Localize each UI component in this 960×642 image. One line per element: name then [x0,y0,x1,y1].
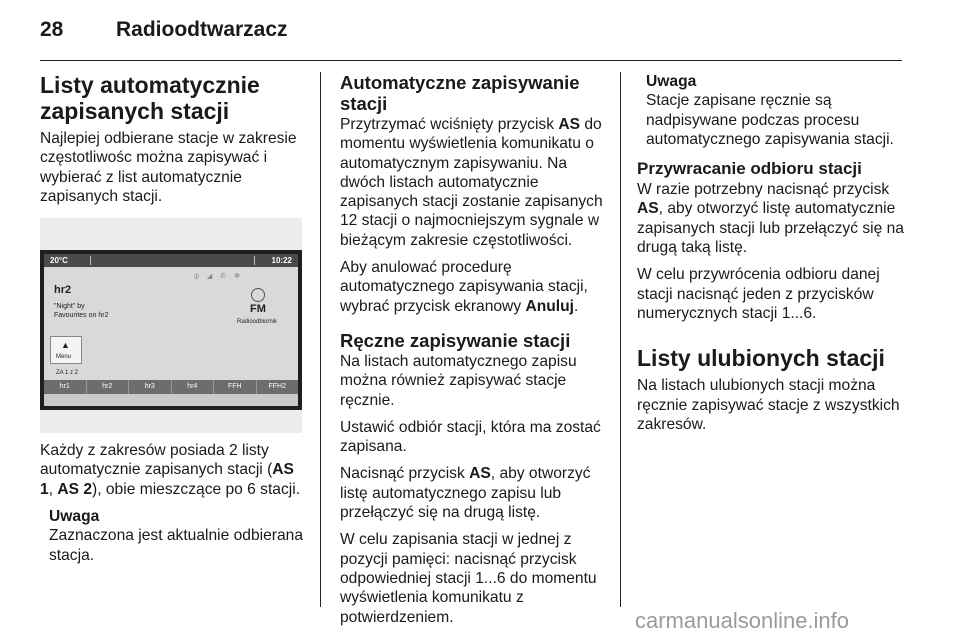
note-body: Zaznaczona jest aktualnie odbierana stacja. [49,527,303,564]
text: ), obie mieszczące po 6 stacji. [92,480,301,498]
key-as2: AS 2 [57,480,93,498]
divider [254,256,255,265]
paragraph: Na listach automatycznego zapisu można również zapisywać stacje ręcznie. [340,352,577,409]
menu-icon: ▲ [61,340,70,351]
note-title: Uwaga [646,73,697,90]
radio-screen-figure [40,218,302,433]
watermark: carmanualsonline.info [635,608,850,633]
text: Każdy z zakresów posiada 2 listy automatycznie zapisanych stacji ( [40,442,273,479]
page-header [40,18,920,48]
screen-bezel [40,250,302,410]
key-as1: AS 1 [40,461,294,498]
screen-top-bar [44,254,298,267]
preset-button-1: hr1 [59,383,70,391]
paragraph [340,464,605,522]
preset-button-3: hr3 [128,380,171,394]
text: Przytrzymać wciśnięty przycisk [340,116,559,133]
text: , [48,480,58,498]
paragraph: Najlepiej odbierane stacje w zakresie częstotliwośc można zapisywać i wybierać z list automatycznie zapisanych stacji. [40,130,297,205]
spacer [637,331,907,345]
column-divider-2 [620,72,621,607]
clock: 10:22 [271,256,292,266]
section-heading-favourites: Listy ulubionych stacji [637,345,885,372]
paragraph [40,441,310,499]
column-divider-1 [320,72,321,607]
key-as: AS [637,200,659,218]
station-name: hr2 [54,284,72,297]
paragraph: W celu zapisania stacji w jednej z pozycji pamięci: nacisnąć przycisk odpowiedniej stacji 1...6 do momentu wyświetlenia komunikatu z potwierdzeniem. [340,531,597,626]
autostore-list-label: ZA 1 z 2 [56,370,79,377]
text: do momentu wyświetlenia komunikatu o automatycznym zapisywaniu. Na dwóch listach automatycznie zapisanych stacji zostanie zapisanych 12 stacji o najmocniejszym sygnale w bieżącym zakresie częstotliwości. [340,116,603,249]
text: , aby otworzyć listę automatycznego zapisu lub przełączyć się na drugą listę. [340,465,591,522]
status-icons: ψ ◢ ✆ ✻ [194,273,243,281]
heading-manual-store: Ręczne zapisywanie stacji [340,329,571,351]
note [40,507,310,565]
preset-button-4: hr4 [171,380,214,394]
heading-auto-store: Automatyczne zapisywanie stacji [340,72,580,114]
station-info-line-1: "Night" by [54,303,85,311]
paragraph: Na listach ulubionych stacji można ręcznie zapisywać stacje z wszystkich zakresów. [637,377,900,433]
screen-bottom-strip [44,394,298,406]
preset-button-6: FFH2 [256,380,299,394]
key-anuluj: Anuluj [525,297,574,315]
menu-button [50,336,82,364]
text: Aby anulować procedurę automatycznego zapisywania stacji, wybrać przycisk ekranowy [340,259,588,315]
running-title: Radioodtwarzacz [116,18,288,41]
paragraph: Ustawić odbiór stacji, która ma zostać zapisana. [340,418,601,456]
menu-label: Menu [56,354,72,361]
paragraph [340,258,605,316]
text: W razie potrzebny nacisnąć przycisk [637,181,890,199]
preset-button-2: hr2 [86,380,129,394]
band-sublabel: Radioodbiornik [237,319,278,326]
column-3 [637,72,907,442]
header-rule [40,60,902,61]
page-number: 28 [40,18,64,41]
column-2 [340,72,605,635]
divider [90,256,91,265]
radio-wave-icon [251,288,265,302]
screen-display [44,254,298,406]
paragraph: W celu przywrócenia odbioru danej stacji nacisnąć jeden z przycisków numerycznych stacji 1...6. [637,266,880,322]
note [637,72,907,149]
band-label: FM [250,303,266,316]
note-title: Uwaga [49,508,100,526]
preset-button-5: FFH [213,380,256,394]
text: . [573,297,579,315]
text: Nacisnąć przycisk [340,465,470,483]
station-info-line-2: Favourites on hr2 [54,312,109,320]
key-as: AS [469,465,491,483]
text: , aby otworzyć listę automatycznie zapisanych stacji lub przełączyć się na drugą taką listę. [637,200,904,257]
preset-bar [44,380,298,394]
section-heading-auto-lists: Listy automatycznie zapisanych stacji [40,72,260,124]
temperature: 20°C [50,256,68,266]
key-as: AS [558,116,581,133]
note-body: Stacje zapisane ręcznie są nadpisywane podczas procesu automatycznego zapisywania stacji. [646,92,894,148]
heading-recall-station: Przywracanie odbioru stacji [637,159,862,179]
column-1 [40,72,310,575]
paragraph [637,180,907,257]
paragraph [340,115,605,250]
